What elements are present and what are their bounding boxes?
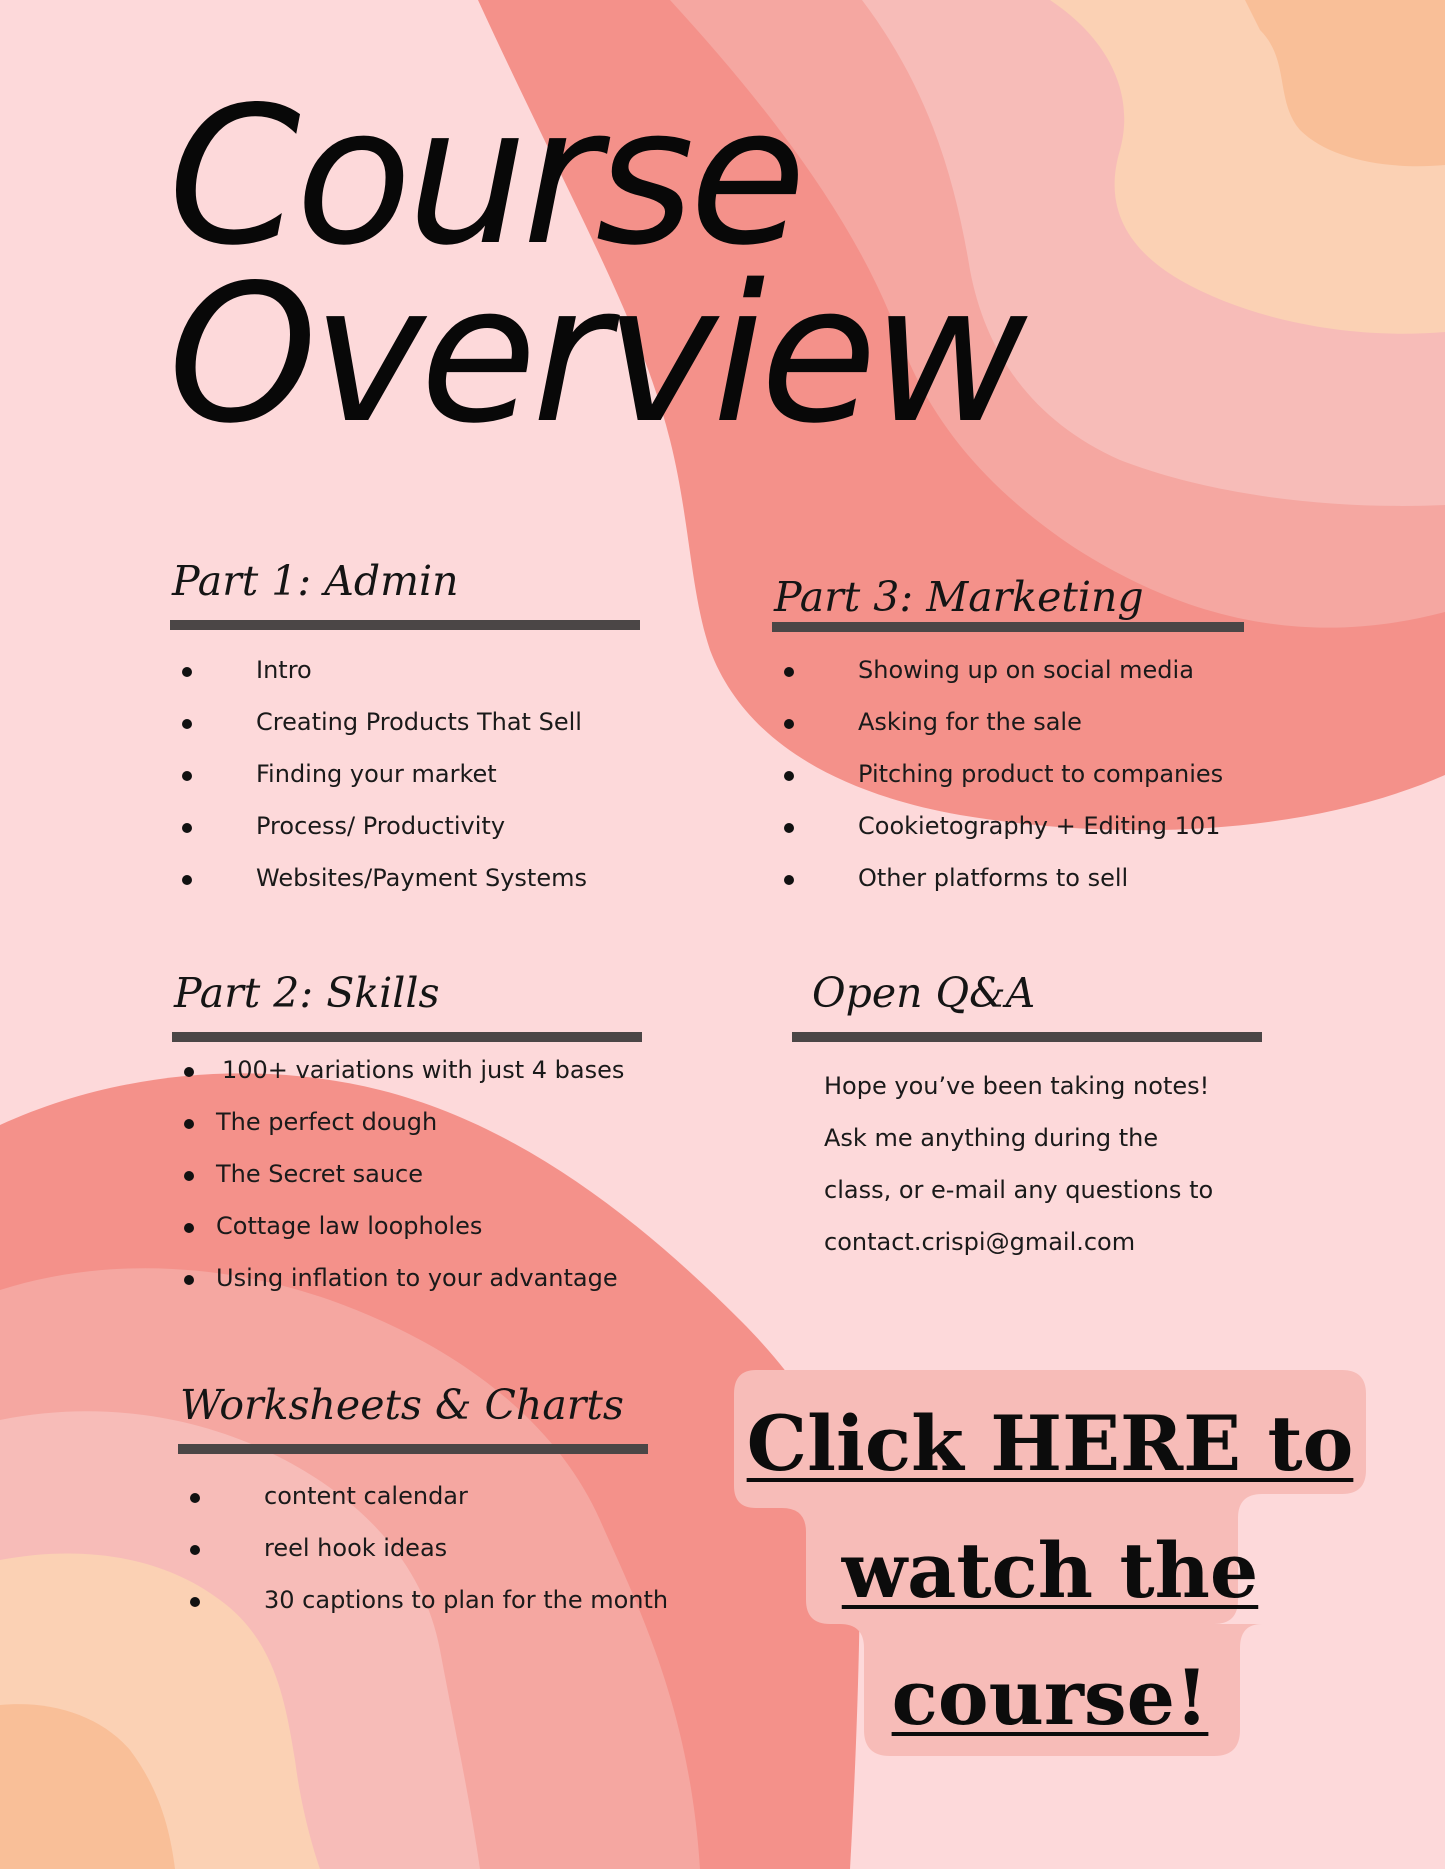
- list-item: Intro: [170, 644, 640, 696]
- page-title: [168, 66, 1023, 465]
- section-heading: Worksheets & Charts: [178, 1380, 648, 1454]
- qa-text: [792, 1060, 1262, 1268]
- title-line-2: Overview: [168, 244, 1023, 465]
- list-item: Finding your market: [170, 748, 640, 800]
- item-list: [178, 1470, 669, 1626]
- list-item: Websites/Payment Systems: [170, 852, 640, 904]
- list-item: 30 captions to plan for the month: [178, 1574, 648, 1626]
- cta-line-2: watch the: [841, 1526, 1259, 1615]
- list-item: Asking for the sale: [772, 696, 1244, 748]
- section-part3-marketing: [772, 572, 1244, 904]
- watch-course-link[interactable]: [730, 1380, 1370, 1761]
- list-item: Creating Products That Sell: [170, 696, 640, 748]
- list-item: Cookietography + Editing 101: [772, 800, 1244, 852]
- section-part1-admin: [170, 556, 640, 904]
- qa-line: class, or e-mail any questions to: [824, 1176, 1214, 1204]
- section-heading: Open Q&A: [792, 968, 1262, 1042]
- item-list: [170, 644, 640, 904]
- list-item: Cottage law loopholes: [172, 1200, 642, 1252]
- title-line-1: Course: [168, 66, 802, 287]
- section-worksheets-charts: [178, 1380, 669, 1626]
- list-item: Using inflation to your advantage: [172, 1252, 642, 1304]
- cta-line-1: Click HERE to: [746, 1399, 1354, 1488]
- list-item: content calendar: [178, 1470, 648, 1522]
- list-item: reel hook ideas: [178, 1522, 648, 1574]
- list-item: Process/ Productivity: [170, 800, 640, 852]
- list-item: Pitching product to companies: [772, 748, 1244, 800]
- list-item: The Secret sauce: [172, 1148, 642, 1200]
- qa-email[interactable]: contact.crispi@gmail.com: [824, 1228, 1136, 1256]
- section-heading: Part 1: Admin: [170, 556, 640, 630]
- section-part2-skills: [172, 968, 642, 1304]
- list-item: The perfect dough: [172, 1096, 642, 1148]
- qa-line: Hope you’ve been taking notes!: [824, 1072, 1210, 1100]
- list-item: 100+ variations with just 4 bases: [172, 1044, 642, 1096]
- item-list: [772, 644, 1244, 904]
- item-list: [172, 1044, 642, 1304]
- section-open-qa: [792, 968, 1262, 1268]
- list-item: Showing up on social media: [772, 644, 1244, 696]
- cta-line-3: course!: [891, 1653, 1209, 1742]
- list-item: Other platforms to sell: [772, 852, 1244, 904]
- qa-line: Ask me anything during the: [824, 1124, 1159, 1152]
- section-heading: Part 2: Skills: [172, 968, 642, 1042]
- section-heading: Part 3: Marketing: [772, 572, 1244, 632]
